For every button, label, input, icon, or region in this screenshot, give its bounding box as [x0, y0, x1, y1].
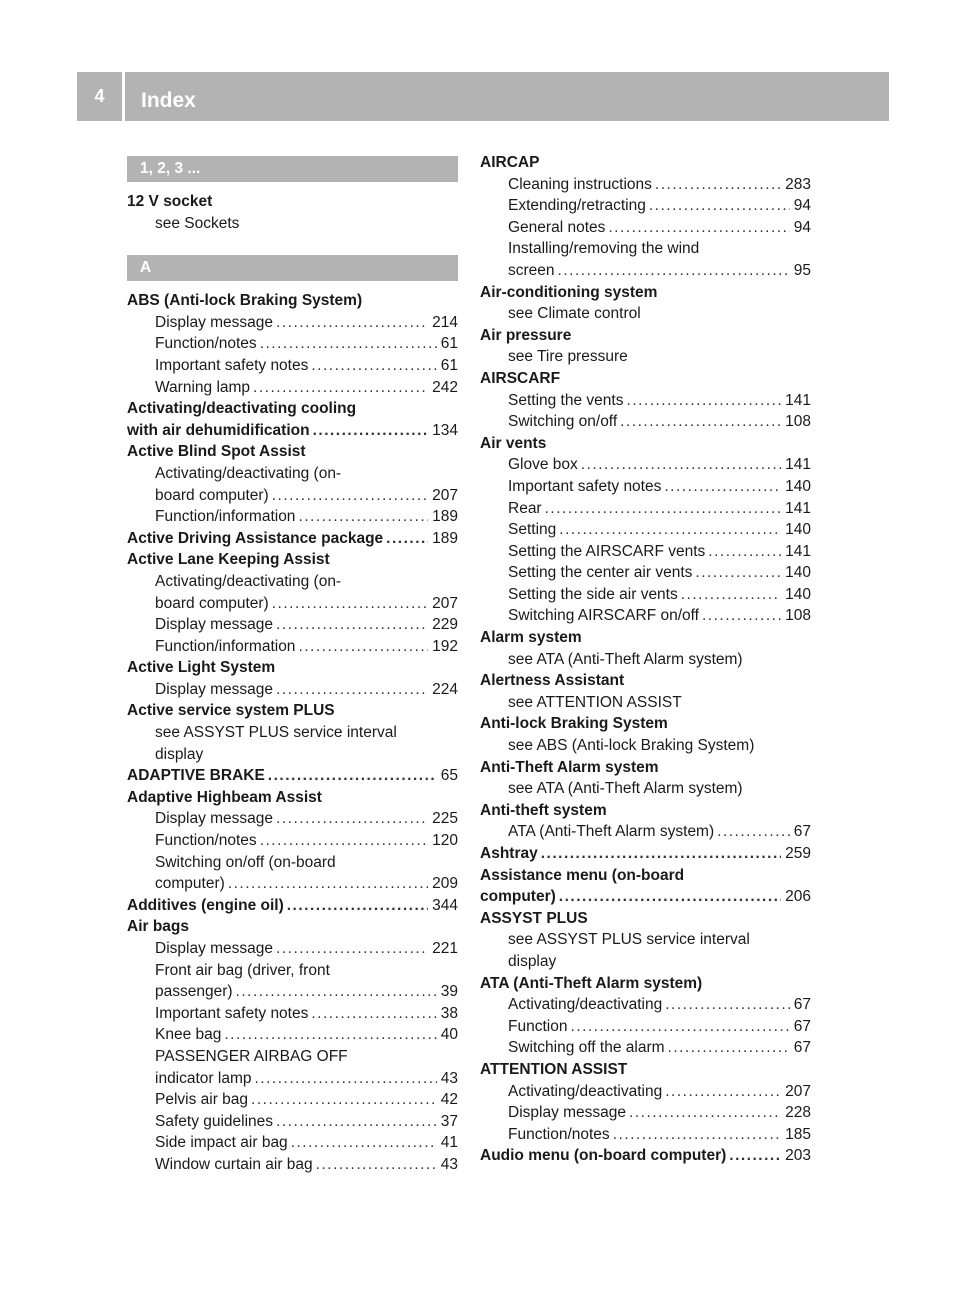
index-subentry — [480, 541, 811, 563]
index-subentry — [480, 1016, 811, 1038]
entry-label: Pelvis air bag — [155, 1091, 249, 1109]
index-subentry — [480, 260, 811, 282]
index-subentry: see Tire pressure — [508, 348, 628, 366]
index-heading: ASSYST PLUS — [480, 909, 588, 927]
entry-label: Window curtain air bag — [155, 1155, 313, 1173]
page-reference: 120 — [432, 832, 458, 850]
index-subentry — [127, 1154, 458, 1176]
index-column-right — [480, 152, 811, 1167]
index-subentry — [480, 562, 811, 584]
page-reference: 140 — [785, 477, 811, 495]
index-heading-entry — [480, 1145, 811, 1167]
dot-leader — [316, 1154, 437, 1176]
dot-leader — [276, 312, 428, 334]
index-subentry — [127, 1024, 458, 1046]
entry-label: computer) — [480, 888, 556, 906]
index-heading: Alarm system — [480, 629, 582, 647]
index-subentry: see ASSYST PLUS service interval — [508, 931, 750, 949]
page-reference: 67 — [793, 1017, 811, 1035]
dot-leader — [541, 843, 781, 865]
dot-leader — [665, 1081, 781, 1103]
index-subentry: display — [508, 952, 557, 970]
page-reference: 65 — [440, 767, 458, 785]
entry-label: Audio menu (on-board computer) — [480, 1147, 727, 1165]
page-reference: 214 — [432, 313, 458, 331]
index-subentry — [480, 390, 811, 412]
index-subentry — [127, 355, 458, 377]
page-reference: 37 — [440, 1112, 458, 1130]
index-heading-entry — [127, 895, 458, 917]
page-reference: 134 — [432, 421, 458, 439]
page-reference: 141 — [785, 542, 811, 560]
index-subentry — [127, 333, 458, 355]
entry-label: screen — [508, 261, 555, 279]
index-heading-entry — [127, 528, 458, 550]
dot-leader — [558, 260, 790, 282]
page-reference: 207 — [432, 486, 458, 504]
index-subentry — [480, 498, 811, 520]
index-subentry: Front air bag (driver, front — [155, 961, 330, 979]
page-reference: 67 — [793, 1039, 811, 1057]
index-subentry — [127, 506, 458, 528]
page-reference: 225 — [432, 810, 458, 828]
entry-label: Glove box — [508, 456, 578, 474]
index-subentry — [127, 808, 458, 830]
dot-leader — [255, 1068, 437, 1090]
dot-leader — [570, 1016, 789, 1038]
dot-leader — [276, 808, 428, 830]
index-subentry — [127, 614, 458, 636]
index-heading: Air bags — [127, 918, 190, 936]
entry-label: Switching on/off — [508, 413, 618, 431]
index-subentry — [480, 605, 811, 627]
entry-label: passenger) — [155, 983, 233, 1001]
page-reference: 95 — [793, 261, 811, 279]
index-heading: AIRCAP — [480, 154, 540, 171]
page-reference: 207 — [432, 594, 458, 612]
index-subentry: Switching on/off (on-board — [155, 853, 336, 871]
index-heading: Air pressure — [480, 326, 572, 344]
index-subentry — [480, 217, 811, 239]
page-reference: 43 — [440, 1155, 458, 1173]
dot-leader — [276, 1111, 437, 1133]
page-reference: 38 — [440, 1004, 458, 1022]
index-heading: ABS (Anti-lock Braking System) — [127, 292, 363, 310]
entry-label: Display message — [155, 680, 274, 698]
index-subentry: Installing/removing the wind — [508, 240, 700, 258]
entry-label: ATA (Anti-Theft Alarm system) — [508, 823, 715, 841]
index-subentry: PASSENGER AIRBAG OFF — [155, 1047, 348, 1065]
entry-label: Safety guidelines — [155, 1112, 274, 1130]
index-subentry — [127, 636, 458, 658]
index-subentry: display — [155, 745, 204, 763]
dot-leader — [253, 377, 428, 399]
dot-leader — [236, 981, 437, 1003]
page-reference: 43 — [440, 1069, 458, 1087]
index-subentry — [127, 1003, 458, 1025]
page-reference: 67 — [793, 823, 811, 841]
index-section-header: A — [127, 255, 458, 281]
index-subentry — [480, 476, 811, 498]
index-subentry — [480, 821, 811, 843]
entry-label: Switching AIRSCARF on/off — [508, 607, 699, 625]
dot-leader — [298, 506, 428, 528]
entry-label: Setting the center air vents — [508, 564, 693, 582]
index-subentry — [480, 1102, 811, 1124]
entry-label: Function — [508, 1017, 568, 1035]
page-reference: 344 — [432, 896, 458, 914]
page-reference: 40 — [440, 1026, 458, 1044]
index-section-header: 1, 2, 3 ... — [127, 156, 458, 182]
entry-label: Important safety notes — [508, 477, 662, 495]
entry-label: Warning lamp — [155, 378, 251, 396]
dot-leader — [668, 1037, 790, 1059]
page-reference: 108 — [785, 413, 811, 431]
entry-label: board computer) — [155, 486, 269, 504]
page-reference: 209 — [432, 875, 458, 893]
dot-leader — [681, 584, 781, 606]
index-subentry — [127, 1132, 458, 1154]
dot-leader — [276, 938, 428, 960]
dot-leader — [702, 605, 781, 627]
entry-label: Display message — [508, 1104, 627, 1122]
dot-leader — [655, 174, 781, 196]
page-reference: 224 — [432, 680, 458, 698]
dot-leader — [608, 217, 789, 239]
dot-leader — [272, 485, 428, 507]
index-heading: Active Blind Spot Assist — [127, 443, 306, 461]
entry-label: Display message — [155, 940, 274, 957]
entry-label: Activating/deactivating — [508, 1082, 663, 1100]
entry-label: Setting — [508, 521, 557, 539]
entry-label: Function/information — [155, 637, 296, 655]
index-subentry — [127, 1068, 458, 1090]
index-heading-entry — [127, 420, 458, 442]
dot-leader — [559, 519, 781, 541]
section-spacer — [127, 234, 458, 251]
entry-label: Display message — [155, 313, 274, 331]
index-subentry — [127, 593, 458, 615]
entry-label: Display message — [155, 616, 274, 634]
page-reference: 39 — [440, 983, 458, 1001]
index-heading: Anti-lock Braking System — [480, 715, 668, 733]
entry-label: Important safety notes — [155, 1004, 309, 1022]
page-reference: 185 — [785, 1125, 811, 1143]
page-reference: 141 — [785, 499, 811, 517]
entry-label: Knee bag — [155, 1026, 222, 1044]
entry-label: Setting the side air vents — [508, 585, 678, 603]
index-subentry — [127, 1111, 458, 1133]
entry-label: board computer) — [155, 594, 269, 612]
dot-leader — [545, 498, 782, 520]
index-heading: Active Lane Keeping Assist — [127, 551, 330, 569]
index-subentry — [480, 411, 811, 433]
page-reference: 192 — [432, 637, 458, 655]
page-reference: 189 — [432, 508, 458, 526]
entry-label: Function/notes — [508, 1125, 610, 1143]
dot-leader — [708, 541, 781, 563]
dot-leader — [717, 821, 790, 843]
index-heading: Active Light System — [127, 659, 276, 677]
index-subentry: see ABS (Anti-lock Braking System) — [508, 737, 755, 755]
index-subentry — [127, 873, 458, 895]
index-heading: ATA (Anti-Theft Alarm system) — [480, 974, 703, 992]
index-subentry — [127, 1089, 458, 1111]
page-reference: 228 — [785, 1104, 811, 1122]
dot-leader — [276, 614, 428, 636]
index-subentry: see Climate control — [508, 305, 641, 323]
index-heading: Air-conditioning system — [480, 283, 658, 301]
index-heading-entry — [480, 886, 811, 908]
dot-leader — [268, 765, 437, 787]
dot-leader — [665, 994, 790, 1016]
dot-leader — [228, 873, 428, 895]
entry-label: indicator lamp — [155, 1069, 252, 1087]
dot-leader — [620, 411, 781, 433]
dot-leader — [559, 886, 781, 908]
dot-leader — [581, 454, 781, 476]
index-subentry: see ATTENTION ASSIST — [508, 693, 682, 711]
index-subentry: see ATA (Anti-Theft Alarm system) — [508, 650, 743, 668]
index-subentry: Activating/deactivating (on- — [155, 464, 342, 482]
index-heading: Anti-theft system — [480, 801, 607, 819]
page-reference: 140 — [785, 521, 811, 539]
dot-leader — [311, 1003, 436, 1025]
index-heading: Adaptive Highbeam Assist — [127, 788, 322, 806]
dot-leader — [276, 679, 428, 701]
page-reference: 61 — [440, 356, 458, 374]
entry-label: Function/notes — [155, 335, 257, 353]
entry-label: Important safety notes — [155, 356, 309, 374]
index-subentry — [127, 377, 458, 399]
index-subentry — [480, 1037, 811, 1059]
index-heading: AIRSCARF — [480, 369, 561, 387]
index-subentry — [127, 679, 458, 701]
dot-leader — [260, 830, 428, 852]
page-reference: 140 — [785, 585, 811, 603]
index-subentry — [480, 584, 811, 606]
index-heading: Anti-Theft Alarm system — [480, 758, 659, 776]
entry-label: General notes — [508, 218, 606, 236]
page-header — [77, 72, 889, 121]
page-reference: 203 — [785, 1147, 811, 1165]
page-number: 4 — [77, 72, 125, 121]
index-heading: Alertness Assistant — [480, 672, 625, 690]
entry-label: Switching off the alarm — [508, 1039, 665, 1057]
index-subentry — [127, 830, 458, 852]
index-subentry — [127, 981, 458, 1003]
page-reference: 229 — [432, 616, 458, 634]
index-subentry: see ATA (Anti-Theft Alarm system) — [508, 780, 743, 798]
index-subentry — [127, 485, 458, 507]
index-subentry — [480, 1081, 811, 1103]
page-reference: 108 — [785, 607, 811, 625]
index-heading: 12 V socket — [127, 193, 213, 210]
page-title: Index — [141, 89, 196, 112]
index-column-left — [127, 152, 458, 1176]
page-reference: 141 — [785, 391, 811, 409]
dot-leader — [224, 1024, 436, 1046]
entry-label: Setting the vents — [508, 391, 624, 409]
dot-leader — [729, 1145, 781, 1167]
entry-label: Function/notes — [155, 832, 257, 850]
entry-label: Ashtray — [480, 845, 538, 862]
index-subentry — [480, 519, 811, 541]
dot-leader — [291, 1132, 437, 1154]
dot-leader — [386, 528, 428, 550]
entry-label: ADAPTIVE BRAKE — [127, 767, 265, 785]
page-reference: 67 — [793, 996, 811, 1014]
index-heading-entry — [480, 843, 811, 865]
entry-label: Rear — [508, 499, 542, 517]
entry-label: Additives (engine oil) — [127, 896, 284, 914]
index-heading: Activating/deactivating cooling — [127, 400, 357, 418]
page-reference: 140 — [785, 564, 811, 582]
page-reference: 259 — [785, 845, 811, 862]
dot-leader — [649, 195, 790, 217]
page-reference: 207 — [785, 1082, 811, 1100]
index-heading-entry — [127, 765, 458, 787]
page-reference: 94 — [793, 197, 811, 215]
entry-label: Function/information — [155, 508, 296, 526]
page-reference: 42 — [440, 1091, 458, 1109]
dot-leader — [695, 562, 781, 584]
dot-leader — [626, 390, 781, 412]
entry-label: Extending/retracting — [508, 197, 646, 215]
index-subentry — [480, 454, 811, 476]
page-reference: 94 — [793, 218, 811, 236]
dot-leader — [664, 476, 781, 498]
dot-leader — [313, 420, 429, 442]
index-heading: Air vents — [480, 434, 547, 452]
entry-label: Active Driving Assistance package — [127, 529, 384, 547]
dot-leader — [287, 895, 428, 917]
dot-leader — [613, 1124, 781, 1146]
entry-label: Activating/deactivating — [508, 996, 663, 1014]
entry-label: with air dehumidification — [127, 421, 310, 439]
dot-leader — [629, 1102, 781, 1124]
page-reference: 141 — [785, 456, 811, 474]
dot-leader — [251, 1089, 437, 1111]
dot-leader — [260, 333, 437, 355]
dot-leader — [311, 355, 436, 377]
index-heading: Assistance menu (on-board — [480, 866, 685, 884]
entry-label: Cleaning instructions — [508, 175, 652, 193]
entry-label: computer) — [155, 875, 225, 893]
index-subentry — [480, 1124, 811, 1146]
index-subentry — [480, 195, 811, 217]
index-subentry: see Sockets — [155, 214, 240, 232]
index-heading: ATTENTION ASSIST — [480, 1060, 628, 1078]
index-subentry: Activating/deactivating (on- — [155, 572, 342, 590]
entry-label: Display message — [155, 810, 274, 828]
index-heading: Active service system PLUS — [127, 702, 335, 720]
page-reference: 283 — [785, 175, 811, 193]
page-reference: 189 — [432, 529, 458, 547]
index-subentry — [480, 994, 811, 1016]
dot-leader — [272, 593, 428, 615]
page-reference: 61 — [440, 335, 458, 353]
index-subentry — [127, 938, 458, 960]
index-subentry — [480, 174, 811, 196]
page-reference: 221 — [432, 940, 458, 957]
dot-leader — [298, 636, 428, 658]
page-reference: 242 — [432, 378, 458, 396]
page-reference: 41 — [440, 1134, 458, 1152]
index-subentry: see ASSYST PLUS service interval — [155, 724, 397, 742]
entry-label: Side impact air bag — [155, 1134, 288, 1152]
page-reference: 206 — [785, 888, 811, 906]
index-subentry — [127, 312, 458, 334]
entry-label: Setting the AIRSCARF vents — [508, 542, 706, 560]
